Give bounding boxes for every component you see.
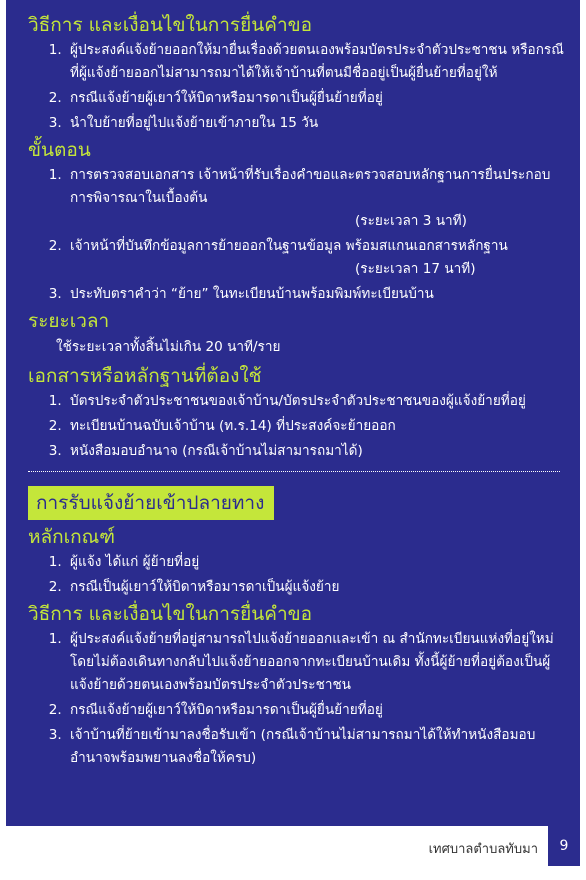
criteria-list bbox=[28, 551, 564, 599]
page-footer bbox=[6, 826, 580, 866]
content-panel bbox=[6, 0, 580, 826]
list-item: 3. เจ้าบ้านที่ย้ายเข้ามาลงชื่อรับเข้า (กรณีเจ้าบ้านไม่สามารถมาได้ให้ทำหนังสือมอบอำนาจพร้อมพยานลงชื่อให้ครบ) bbox=[66, 724, 564, 770]
list-item: 1. ผู้ประสงค์แจ้งย้ายออกให้มายื่นเรื่องด้วยตนเองพร้อมบัตรประจำตัวประชาชน หรือกรณีที่ผู้แจ้งย้ายออกไม่สามารถมาได้ให้เจ้าบ้านที่ตนมีชื่ออยู่เป็นผู้ยื่นย้ายที่อยู่ให้ bbox=[66, 39, 564, 85]
list-item: 2. กรณีแจ้งย้ายผู้เยาว์ให้บิดาหรือมารดาเป็นผู้ยื่นย้ายที่อยู่ bbox=[66, 87, 564, 110]
dotted-divider bbox=[28, 471, 560, 472]
list-item: 3. นำใบย้ายที่อยู่ไปแจ้งย้ายเข้าภายใน 15 วัน bbox=[66, 112, 564, 135]
list-item: 3. ประทับตราคำว่า “ย้าย” ในทะเบียนบ้านพร้อมพิมพ์ทะเบียนบ้าน bbox=[66, 283, 564, 306]
list-item: 2. ทะเบียนบ้านฉบับเจ้าบ้าน (ท.ร.14) ที่ประสงค์จะย้ายออก bbox=[66, 415, 564, 438]
section-heading-documents: เอกสารหรือหลักฐานที่ต้องใช้ bbox=[28, 365, 262, 387]
section-heading-conditions-2: วิธีการ และเงื่อนไขในการยื่นคำขอ bbox=[28, 603, 313, 625]
section-heading-criteria: หลักเกณฑ์ bbox=[28, 526, 116, 548]
documents-list bbox=[28, 390, 564, 463]
list-item: 1. บัตรประจำตัวประชาชนของเจ้าบ้าน/บัตรประจำตัวประชาชนของผู้แจ้งย้ายที่อยู่ bbox=[66, 390, 564, 413]
footer-municipality-name: เทศบาลตำบลทับมา bbox=[428, 842, 538, 857]
steps-list bbox=[28, 164, 564, 306]
step-duration: (ระยะเวลา 17 นาที) bbox=[355, 261, 476, 277]
step-duration: (ระยะเวลา 3 นาที) bbox=[355, 213, 467, 229]
section-banner: การรับแจ้งย้ายเข้าปลายทาง bbox=[28, 486, 274, 520]
list-item: 1. ผู้แจ้ง ได้แก่ ผู้ย้ายที่อยู่ bbox=[66, 551, 564, 574]
list-item: 1. ผู้ประสงค์แจ้งย้ายที่อยู่สามารถไปแจ้งย้ายออกและเข้า ณ สำนักทะเบียนแห่งที่อยู่ใหม่โดยไม่ต้องเดินทางกลับไปแจ้งย้ายออกจากทะเบียนบ้านเดิม ทั้งนี้ผู้ย้ายที่อยู่ต้องเป็นผู้แจ้งย้ายด้วยตนเองพร้อมบัตรประจำตัวประชาชน bbox=[66, 628, 564, 697]
list-item: 2. กรณีแจ้งย้ายผู้เยาว์ให้บิดาหรือมารดาเป็นผู้ยื่นย้ายที่อยู่ bbox=[66, 699, 564, 722]
step-text: เจ้าหน้าที่บันทึกข้อมูลการย้ายออกในฐานข้อมูล พร้อมสแกนเอกสารหลักฐาน bbox=[70, 238, 508, 254]
conditions-list bbox=[28, 39, 564, 135]
duration-text: ใช้ระยะเวลาทั้งสิ้นไม่เกิน 20 นาที/ราย bbox=[56, 339, 281, 355]
list-item: 3. หนังสือมอบอำนาจ (กรณีเจ้าบ้านไม่สามารถมาได้) bbox=[66, 440, 564, 463]
list-item: 2. กรณีเป็นผู้เยาว์ให้บิดาหรือมารดาเป็นผู้แจ้งย้าย bbox=[66, 576, 564, 599]
page-number: 9 bbox=[548, 826, 580, 866]
conditions-list-2 bbox=[28, 628, 564, 770]
section-heading-conditions: วิธีการ และเงื่อนไขในการยื่นคำขอ bbox=[28, 14, 313, 36]
list-item bbox=[66, 164, 564, 233]
section-heading-steps: ขั้นตอน bbox=[28, 139, 91, 161]
list-item bbox=[66, 235, 564, 281]
step-text: การตรวจสอบเอกสาร เจ้าหน้าที่รับเรื่องคำขอและตรวจสอบหลักฐานการยื่นประกอบการพิจารณาในเบื้องต้น bbox=[70, 167, 551, 206]
section-heading-duration: ระยะเวลา bbox=[28, 310, 110, 332]
